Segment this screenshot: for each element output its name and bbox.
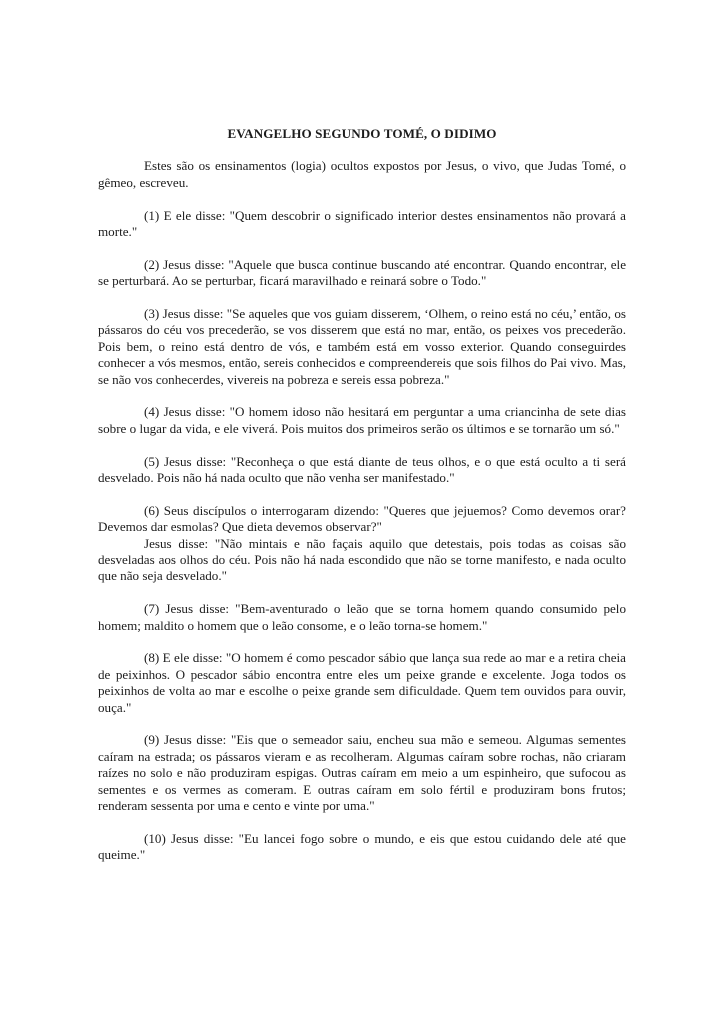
logion-6: (6) Seus discípulos o interrogaram dizendo: "Queres que jejuemos? Como devemos orar? Devemos dar esmolas? Que dieta devemos observar?" bbox=[98, 502, 626, 535]
logion-3: (3) Jesus disse: "Se aqueles que vos guiam disserem, ‘Olhem, o reino está no céu,’ então, os pássaros do céu vos precederão, se vos disserem que está no mar, então, os peixes vos precederão. Pois bem, o reino está dentro de vós, e também está em vosso exterior. Quando conseguirdes conhecer a vós mesmos, então, sereis conhecidos e compreendereis que sois filhos do Pai vivo. Mas, se não vos conhecerdes, vivereis na pobreza e sereis essa pobreza." bbox=[98, 306, 626, 387]
logion-9: (9) Jesus disse: "Eis que o semeador saiu, encheu sua mão e semeou. Algumas sementes caíram na estrada; os pássaros vieram e as recolheram. Algumas caíram sobre rochas, não criaram raízes no solo e não produziram espigas. Outras caíram em meio a um espinheiro, que sufocou as sementes e os vermes as comeram. E outras caíram em solo fértil e produziram bons frutos; renderam sessenta por uma e cento e vinte por uma." bbox=[98, 732, 626, 814]
logion-1: (1) E ele disse: "Quem descobrir o significado interior destes ensinamentos não provará a morte." bbox=[98, 207, 626, 240]
logion-10: (10) Jesus disse: "Eu lancei fogo sobre o mundo, e eis que estou cuidando dele até que queime." bbox=[98, 830, 626, 863]
intro-paragraph: Estes são os ensinamentos (logia) ocultos expostos por Jesus, o vivo, que Judas Tomé, o gêmeo, escreveu. bbox=[98, 158, 626, 190]
document-title: EVANGELHO SEGUNDO TOMÉ, O DIDIMO bbox=[227, 126, 497, 141]
logion-5: (5) Jesus disse: "Reconheça o que está diante de teus olhos, e o que está oculto a ti será desvelado. Pois não há nada oculto que não venha ser manifestado." bbox=[98, 453, 626, 486]
document-body bbox=[98, 126, 626, 864]
logion-2: (2) Jesus disse: "Aquele que busca continue buscando até encontrar. Quando encontrar, ele se perturbará. Ao se perturbar, ficará maravilhado e reinará sobre o Todo." bbox=[98, 256, 626, 289]
logion-6-answer: Jesus disse: "Não mintais e não façais aquilo que detestais, pois todas as coisas são desveladas aos olhos do céu. Pois não há nada escondido que não se torne manifesto, e nada oculto que não seja desvelado." bbox=[98, 535, 626, 584]
logion-7: (7) Jesus disse: "Bem-aventurado o leão que se torna homem quando consumido pelo homem; maldito o homem que o leão consome, e o leão torna-se homem." bbox=[98, 601, 626, 633]
logion-8: (8) E ele disse: "O homem é como pescador sábio que lança sua rede ao mar e a retira cheia de peixinhos. O pescador sábio encontra entre eles um peixe grande e excelente. Joga todos os peixinhos de volta ao mar e escolhe o peixe grande sem dificuldade. Quem tem ouvidos para ouvir, ouça." bbox=[98, 650, 626, 715]
logion-4: (4) Jesus disse: "O homem idoso não hesitará em perguntar a uma criancinha de sete dias sobre o lugar da vida, e ele viverá. Pois muitos dos primeiros serão os últimos e se tornarão um só." bbox=[98, 404, 626, 436]
